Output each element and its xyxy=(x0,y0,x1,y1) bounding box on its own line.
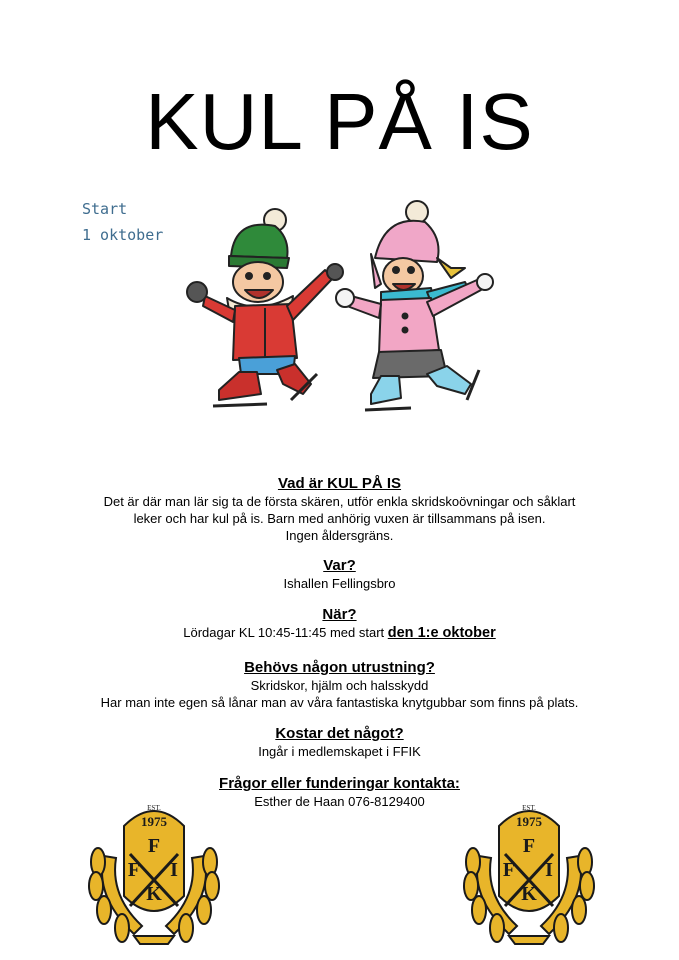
section-what xyxy=(0,474,679,544)
logo-year: 1975 xyxy=(141,814,167,829)
when-text: Lördagar KL 10:45-11:45 med start xyxy=(183,625,388,640)
start-date: 1 oktober xyxy=(82,226,164,244)
when-line xyxy=(0,624,679,642)
what-line-2: leker och har kul på is. Barn med anhörig vuxen är tillsammans på isen. xyxy=(133,511,546,526)
section-cost xyxy=(0,724,679,760)
logo-letter-top: F xyxy=(147,835,161,857)
logo-letter-bottom: K xyxy=(146,883,162,905)
equipment-heading: Behövs någon utrustning? xyxy=(244,659,435,676)
section-when xyxy=(0,605,679,642)
logo-letter-bottom: K xyxy=(521,883,537,905)
logo-letter-left: F xyxy=(127,859,141,881)
ffik-logo-right xyxy=(459,796,599,946)
skating-kids-illustration xyxy=(175,198,505,428)
logo-est: EST. xyxy=(522,804,536,812)
page-title: KUL PÅ IS xyxy=(145,77,534,166)
contact-heading: Frågor eller funderingar kontakta: xyxy=(219,775,460,792)
where-heading: Var? xyxy=(323,557,356,574)
equipment-line-1: Skridskor, hjälm och halsskydd xyxy=(250,678,429,693)
contact-text: Esther de Haan 076-8129400 xyxy=(254,794,425,809)
section-where xyxy=(0,556,679,592)
what-line-3: Ingen åldersgräns. xyxy=(285,528,394,543)
where-text: Ishallen Fellingsbro xyxy=(283,576,396,591)
logo-year: 1975 xyxy=(516,814,542,829)
start-label: Start xyxy=(82,200,128,218)
section-equipment xyxy=(0,658,679,711)
what-line-1: Det är där man lär sig ta de första skären, utför enkla skridskoövningar och såklart xyxy=(103,494,576,509)
when-start-date: den 1:e oktober xyxy=(387,625,496,641)
logo-letter-right: I xyxy=(545,859,553,881)
when-heading: När? xyxy=(322,606,357,623)
girl-skater xyxy=(336,201,493,410)
cost-text: Ingår i medlemskapet i FFIK xyxy=(258,744,421,759)
what-heading: Vad är KUL PÅ IS xyxy=(277,475,402,492)
logo-letter-left: F xyxy=(502,859,516,881)
logo-letter-right: I xyxy=(170,859,178,881)
start-note xyxy=(82,196,163,248)
logo-letter-top: F xyxy=(522,835,536,857)
boy-skater xyxy=(187,209,343,406)
equipment-line-2: Har man inte egen så lånar man av våra fantastiska knytgubbar som finns på plats. xyxy=(100,695,579,710)
logo-est: EST. xyxy=(147,804,161,812)
ffik-logo-left xyxy=(84,796,224,946)
cost-heading: Kostar det något? xyxy=(275,725,404,742)
